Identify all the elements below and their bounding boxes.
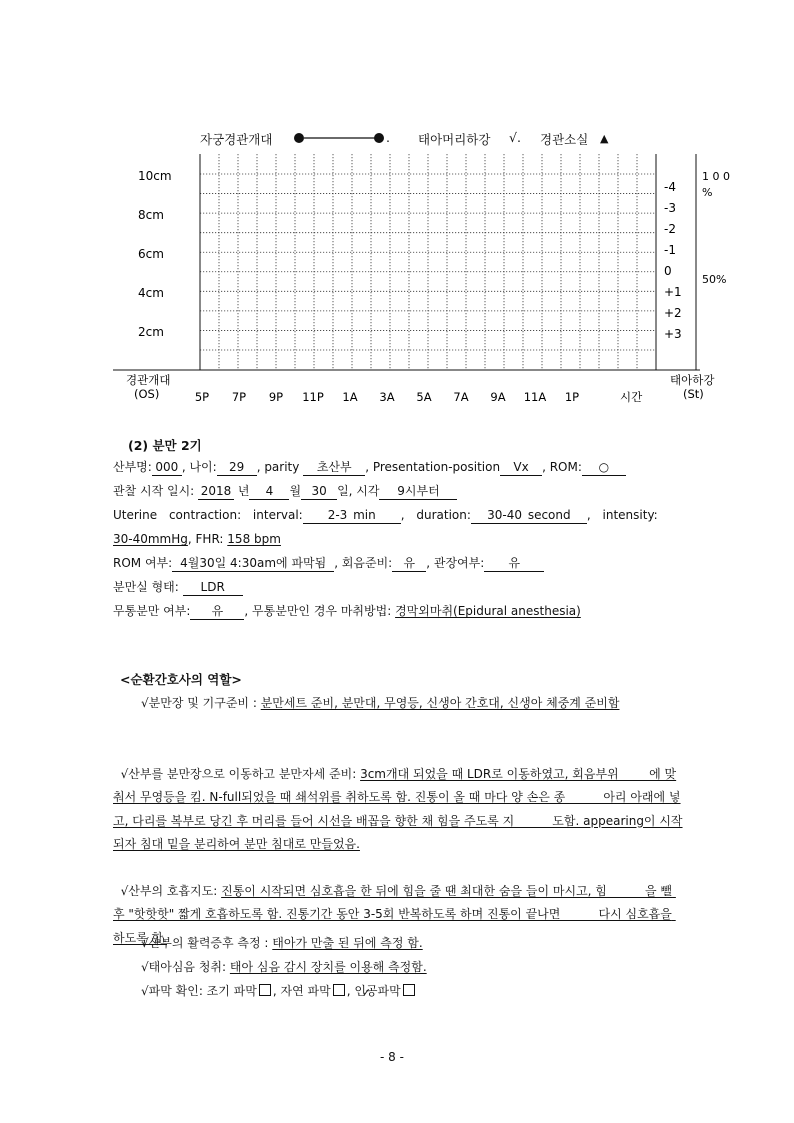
x-tick-label: 3A — [379, 390, 395, 404]
station-tick-label: +1 — [664, 285, 682, 299]
percent-top-sign: % — [702, 186, 713, 199]
early-rupture-checkbox[interactable] — [259, 984, 271, 996]
observation-start-row: 관찰 시작 일시: 2018 년 4 월 30 일, 시각 9시부터 — [113, 483, 457, 500]
legend-effacement-mark: ▲ — [600, 132, 609, 145]
nurse-item-equipment: √분만장 및 기구준비 : 분만세트 준비, 분만대, 무영등, 신생아 간호대, 신생아 체중계 준비함 — [141, 696, 620, 710]
y-tick-label: 10cm — [138, 169, 172, 183]
station-tick-label: -1 — [664, 243, 676, 257]
partograph-chart — [108, 150, 748, 410]
x-tick-label: 5P — [194, 390, 210, 404]
rom-mark: ○ — [582, 459, 626, 476]
anesthesia-method: 경막외마취(Epidural anesthesia) — [395, 604, 581, 618]
perineal-prep: 유 — [392, 555, 426, 572]
right-axis-unit: (St) — [683, 387, 704, 401]
obs-month: 4 — [249, 483, 289, 500]
stage2-heading: (2) 분만 2기 — [128, 438, 202, 453]
nurse-role-heading: <순환간호사의 역할> — [120, 672, 242, 687]
patient-info-row: 산부명: 000 , 나이: 29 , parity 초산부 , Presentation-position Vx , ROM: ○ — [113, 459, 626, 476]
delivery-room-row: 분만실 형태: LDR — [113, 579, 243, 596]
presentation: Vx — [500, 459, 542, 476]
nurse-item-vitals: √산부의 활력증후 측정 : 태아가 만출 된 뒤에 측정 함. — [141, 936, 423, 950]
y-tick-label: 2cm — [138, 325, 164, 339]
x-tick-label: 7A — [453, 390, 469, 404]
station-tick-label: +2 — [664, 306, 682, 320]
nurse-item-breathing: √산부의 호흡지도: 진통이 시작되면 심호흡을 한 뒤에 힘을 줄 땐 최대한 숨을 들이 마시고, 힘 을 뺄 후 "핫핫핫" 짧게 호흡하도록 함. 진통기간 동안 3-5회 반복하도록 하며 진통이 끝나면 다시 심호흡을 하도록 함. — [113, 883, 676, 945]
x-time-label: 시간 — [620, 390, 643, 404]
obs-year: 2018 — [198, 483, 234, 500]
left-axis-title: 경관개대 — [126, 373, 171, 387]
uc-duration: 30-40 second — [471, 507, 587, 524]
patient-name: 000 — [152, 459, 182, 476]
legend-descent-label: 태아머리하강 — [418, 132, 491, 147]
patient-age: 29 — [217, 459, 257, 476]
x-tick-label: 11A — [523, 390, 547, 404]
nurse-item-rupture: √파막 확인: 조기 파막 , 자연 파막✓ , 인공파막 — [113, 980, 683, 1004]
station-tick-label: -3 — [664, 201, 676, 215]
painless-value: 유 — [190, 603, 244, 620]
station-tick-label: 0 — [664, 264, 672, 278]
page-number: - 8 - — [380, 1050, 404, 1064]
station-tick-label: +3 — [664, 327, 682, 341]
rom-status-row: ROM 여부: 4월30일 4:30am에 파막됨 , 회음준비: 유 , 관장여부: 유 — [113, 555, 544, 572]
legend-dilation-label: 자궁경관개대 — [200, 132, 273, 147]
x-tick-label: 5A — [416, 390, 432, 404]
x-tick-label: 7P — [231, 390, 247, 404]
station-tick-label: -4 — [664, 180, 676, 194]
y-tick-label: 6cm — [138, 247, 164, 261]
percent-top: 1 0 0 — [702, 170, 730, 183]
x-tick-label: 9A — [490, 390, 506, 404]
nurse-item-fhr: √태아심음 청취: 태아 심음 감시 장치를 이용해 측정함. — [141, 960, 427, 974]
station-tick-label: -2 — [664, 222, 676, 236]
x-tick-label: 1P — [564, 390, 580, 404]
legend-descent-mark: √. — [509, 130, 521, 145]
rom-status: 4월30일 4:30am에 파막됨 — [172, 555, 334, 572]
delivery-room: LDR — [183, 579, 243, 596]
obs-day: 30 — [301, 483, 337, 500]
x-tick-label: 11P — [302, 390, 324, 404]
chart-legend — [200, 130, 272, 148]
partograph-grid — [200, 154, 656, 370]
obs-time: 9시부터 — [379, 483, 457, 500]
fhr-value: 158 bpm — [227, 532, 281, 546]
painless-row: 무통분만 여부: 유 , 무통분만인 경우 마취방법: 경막외마취(Epidural anesthesia) — [113, 604, 581, 618]
nurse-item-transfer: √산부를 분만장으로 이동하고 분만자세 준비: 3cm개대 되었을 때 LDR로 이동하였고, 회음부위 에 맞춰서 무영등을 킴. N-full되었을 때 쇄석위를 취하도록 함. 진통이 올 때 마다 양 손은 종 아리 아래에 넣고, 다리를 복부로 당긴 후 머리를 들어 시선을 배꼽을 향한 채 힘을 주도록 지 도함. appearing이 시작되자 침대 밑을 분리하여 분만 침대로 만들었음. — [113, 766, 683, 851]
natural-rupture-checkbox[interactable] — [333, 984, 345, 996]
y-tick-label: 4cm — [138, 286, 164, 300]
legend-dilation-symbol — [292, 131, 388, 145]
right-axis-title: 태아하강 — [670, 373, 715, 387]
legend-effacement-label: 경관소실 — [540, 132, 589, 147]
left-axis-unit: (OS) — [134, 387, 160, 401]
uterine-contraction-row: Uterine contraction: interval: 2-3 min , duration: 30-40 second , intensity: — [113, 508, 658, 522]
uc-interval: 2-3 min — [303, 507, 401, 524]
x-tick-label: 1A — [342, 390, 358, 404]
percent-mid: 50% — [702, 273, 727, 286]
intensity-fhr-row: 30-40mmHg, FHR: 158 bpm — [113, 532, 281, 546]
parity: 초산부 — [303, 459, 365, 476]
uc-intensity: 30-40mmHg — [113, 532, 188, 546]
y-tick-label: 8cm — [138, 208, 164, 222]
enema: 유 — [484, 555, 544, 572]
artificial-rupture-checkbox[interactable] — [403, 984, 415, 996]
x-tick-label: 9P — [268, 390, 284, 404]
